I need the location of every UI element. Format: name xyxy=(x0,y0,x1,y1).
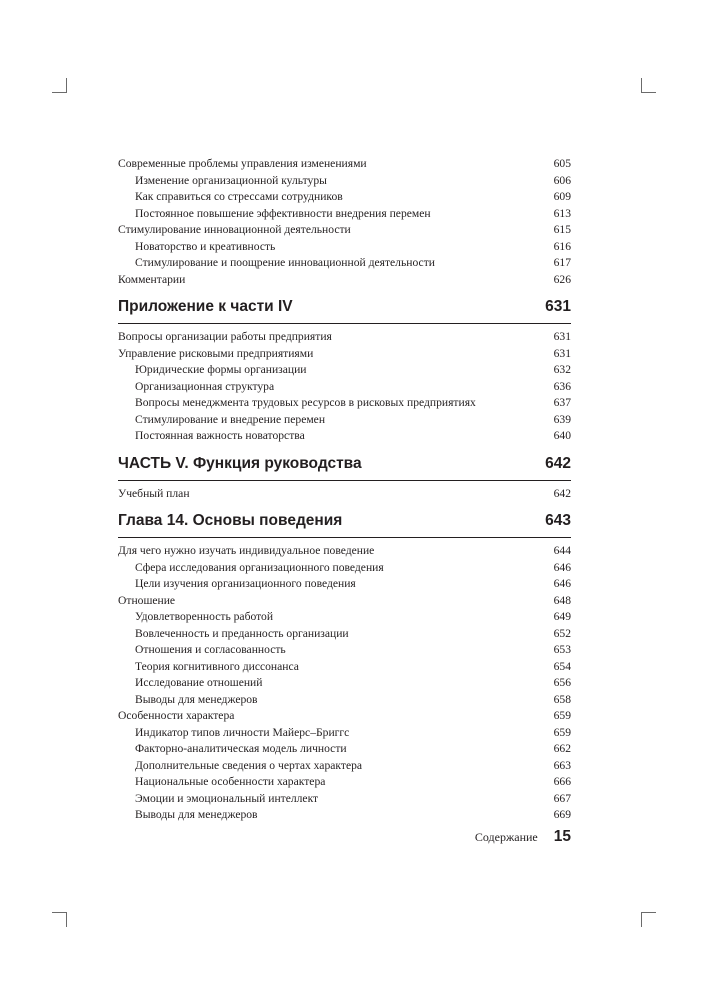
toc-subentry xyxy=(118,206,571,223)
entry-page: 642 xyxy=(553,486,571,500)
entry-title: Эмоции и эмоциональный интеллект xyxy=(135,791,319,805)
entry-page: 654 xyxy=(553,659,571,673)
toc-subentry xyxy=(118,807,571,824)
entry-page: 637 xyxy=(553,396,571,409)
toc-section-1 xyxy=(118,156,571,288)
toc-subentry xyxy=(118,725,571,742)
entry-title: Стимулирование и поощрение инновационной деятельности xyxy=(135,256,435,269)
toc-section-2 xyxy=(118,329,571,445)
entry-page: 616 xyxy=(553,239,571,253)
heading-page: 631 xyxy=(545,298,571,315)
toc-subentry xyxy=(118,642,571,659)
toc-entry xyxy=(118,222,571,239)
entry-page: 663 xyxy=(553,758,571,772)
toc-subentry xyxy=(118,560,571,577)
entry-title: Юридические формы организации xyxy=(135,363,307,376)
toc-subentry xyxy=(118,255,571,272)
page-footer xyxy=(400,828,571,846)
toc-entry xyxy=(118,156,571,173)
heading-page: 642 xyxy=(545,454,571,472)
entry-page: 632 xyxy=(553,363,571,376)
heading-title: Приложение к части IV xyxy=(118,298,293,315)
toc-subentry xyxy=(118,659,571,676)
toc-subentry xyxy=(118,362,571,379)
toc-entry xyxy=(118,543,571,560)
entry-page: 640 xyxy=(553,429,571,442)
toc-entry xyxy=(118,593,571,610)
crop-mark-bottom-left xyxy=(52,912,67,927)
table-of-contents xyxy=(118,156,571,824)
entry-title: Выводы для менеджеров xyxy=(135,692,258,706)
toc-subentry xyxy=(118,774,571,791)
entry-title: Вовлеченность и преданность организации xyxy=(135,626,349,640)
section-heading-part-v xyxy=(118,454,571,481)
toc-subentry xyxy=(118,609,571,626)
entry-title: Новаторство и креативность xyxy=(135,239,276,253)
entry-page: 646 xyxy=(553,577,571,590)
entry-title: Стимулирование инновационной деятельности xyxy=(118,223,351,236)
entry-page: 652 xyxy=(553,626,571,640)
entry-page: 667 xyxy=(553,791,571,805)
toc-entry xyxy=(118,486,571,503)
entry-title: Современные проблемы управления изменениями xyxy=(118,157,367,170)
toc-subentry xyxy=(118,173,571,190)
entry-title: Отношение xyxy=(118,593,176,607)
entry-title: Дополнительные сведения о чертах характера xyxy=(135,758,363,772)
toc-section-4 xyxy=(118,543,571,824)
toc-subentry xyxy=(118,675,571,692)
crop-mark-top-left xyxy=(52,78,67,93)
entry-page: 626 xyxy=(553,272,571,286)
toc-entry xyxy=(118,708,571,725)
entry-title: Особенности характера xyxy=(118,709,235,722)
entry-title: Учебный план xyxy=(118,486,190,500)
entry-title: Сфера исследования организационного поведения xyxy=(135,560,384,574)
entry-page: 662 xyxy=(553,742,571,755)
heading-title: Глава 14. Основы поведения xyxy=(118,512,343,529)
entry-page: 653 xyxy=(553,643,571,656)
entry-title: Комментарии xyxy=(118,272,186,286)
toc-subentry xyxy=(118,428,571,445)
entry-title: Для чего нужно изучать индивидуальное поведение xyxy=(118,544,375,557)
entry-page: 606 xyxy=(553,173,571,187)
toc-subentry xyxy=(118,626,571,643)
toc-subentry xyxy=(118,395,571,412)
crop-mark-top-right xyxy=(641,78,656,93)
crop-mark-bottom-right xyxy=(641,912,656,927)
entry-page: 659 xyxy=(553,725,571,739)
toc-subentry xyxy=(118,239,571,256)
entry-title: Вопросы менеджмента трудовых ресурсов в рисковых предприятиях xyxy=(135,396,476,409)
entry-title: Теория когнитивного диссонанса xyxy=(135,659,299,673)
toc-subentry xyxy=(118,412,571,429)
entry-page: 605 xyxy=(553,157,571,170)
toc-entry xyxy=(118,346,571,363)
entry-title: Отношения и согласованность xyxy=(135,643,286,656)
entry-title: Изменение организационной культуры xyxy=(135,173,327,187)
entry-title: Исследование отношений xyxy=(135,676,263,689)
entry-page: 656 xyxy=(553,676,571,689)
toc-subentry xyxy=(118,379,571,396)
entry-page: 609 xyxy=(553,190,571,203)
entry-title: Организационная структура xyxy=(135,379,275,393)
toc-subentry xyxy=(118,791,571,808)
entry-page: 613 xyxy=(553,206,571,220)
entry-title: Постоянная важность новаторства xyxy=(135,429,305,442)
heading-page: 643 xyxy=(545,512,571,529)
entry-page: 639 xyxy=(553,412,571,426)
entry-title: Вопросы организации работы предприятия xyxy=(118,330,332,343)
toc-entry xyxy=(118,272,571,289)
entry-page: 631 xyxy=(553,330,571,343)
entry-page: 658 xyxy=(553,692,571,706)
entry-page: 644 xyxy=(553,544,571,557)
running-footer-label: Содержание xyxy=(474,830,538,844)
page-number: 15 xyxy=(553,828,571,845)
toc-subentry xyxy=(118,741,571,758)
entry-title: Индикатор типов личности Майерс–Бриггс xyxy=(135,725,350,739)
entry-title: Удовлетворенность работой xyxy=(135,610,274,623)
toc-subentry xyxy=(118,576,571,593)
heading-title: ЧАСТЬ V. Функция руководства xyxy=(118,454,362,472)
entry-page: 617 xyxy=(553,256,571,269)
toc-section-3 xyxy=(118,486,571,503)
entry-page: 615 xyxy=(553,223,571,236)
toc-entry xyxy=(118,329,571,346)
entry-title: Постоянное повышение эффективности внедрения перемен xyxy=(135,206,431,220)
entry-title: Национальные особенности характера xyxy=(135,775,326,788)
toc-subentry xyxy=(118,758,571,775)
section-heading-chapter-14 xyxy=(118,511,571,538)
toc-subentry xyxy=(118,692,571,709)
entry-title: Выводы для менеджеров xyxy=(135,808,258,821)
entry-page: 646 xyxy=(553,560,571,574)
entry-page: 669 xyxy=(553,808,571,821)
section-heading-appendix xyxy=(118,297,571,324)
entry-page: 649 xyxy=(553,610,571,623)
entry-page: 648 xyxy=(553,593,571,607)
entry-page: 659 xyxy=(553,709,571,722)
entry-title: Факторно-аналитическая модель личности xyxy=(135,742,347,755)
entry-page: 636 xyxy=(553,379,571,393)
entry-title: Цели изучения организационного поведения xyxy=(135,577,356,590)
entry-title: Как справиться со стрессами сотрудников xyxy=(135,190,343,203)
toc-subentry xyxy=(118,189,571,206)
entry-page: 631 xyxy=(553,346,571,360)
entry-page: 666 xyxy=(553,775,571,788)
entry-title: Стимулирование и внедрение перемен xyxy=(135,412,326,426)
entry-title: Управление рисковыми предприятиями xyxy=(118,346,314,360)
